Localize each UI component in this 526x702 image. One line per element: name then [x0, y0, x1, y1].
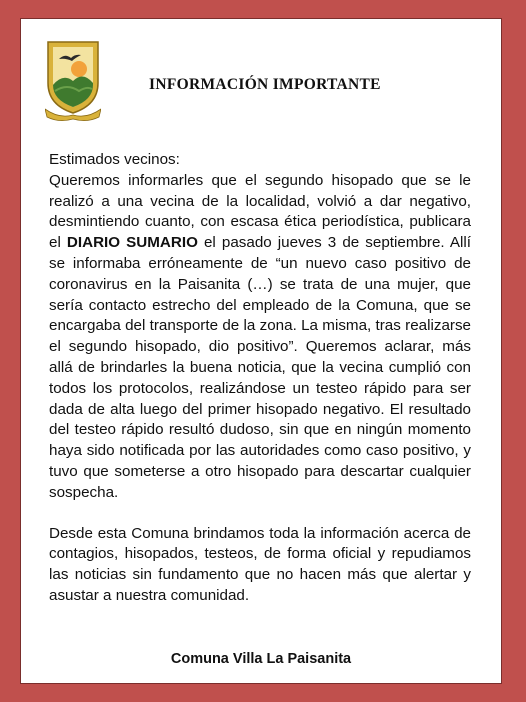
paragraph-1-end: el pasado jueves 3 de septiembre. Allí se informaba erróneamente de “un nuevo caso positivo de coronavirus en la Paisanita (…) se trata de una mujer, que sería contacto estrecho del empleado de la Comuna, que se encargaba del transporte de la zona. La misma, tras realizarse el segundo hisopado, dio positivo”. Queremos aclarar, más allá de brindarles la buena noticia, que la vecina cumplió con todos los protocolos, realizándose un testeo rápido para ser dada de alta luego del primer hisopado negativo. El resultado del testeo rápido resultó dudoso, sin que en ningún momento haya sido notificada por las autoridades como caso positivo, y tuvo que someterse a otro hisopado para descartar cualquier sospecha.: [49, 234, 472, 501]
letter-body: [49, 150, 471, 607]
signature: Comuna Villa La Paisanita: [170, 651, 352, 667]
paragraph-spacer: [49, 504, 471, 524]
page-title: INFORMACIÓN IMPORTANTE: [149, 76, 381, 93]
paragraph-1: [49, 171, 471, 504]
greeting: Estimados vecinos:: [49, 151, 180, 168]
notice-sheet: [20, 18, 502, 684]
paragraph-1-start: Queremos informarles que el segundo hisopado que se le realizó a una vecina de la localidad, volvió a dar negativo, desmintiendo cuanto, con escasa ética periodística, publicara el: [49, 171, 471, 252]
paragraph-2: Desde esta Comuna brindamos toda la información acerca de contagios, hisopados, testeos, de forma oficial y repudiamos las noticias sin fundamento que no hacen más que alertar y asustar a nuestra comunidad.: [49, 524, 471, 604]
newspaper-name: DIARIO SUMARIO: [66, 234, 198, 252]
